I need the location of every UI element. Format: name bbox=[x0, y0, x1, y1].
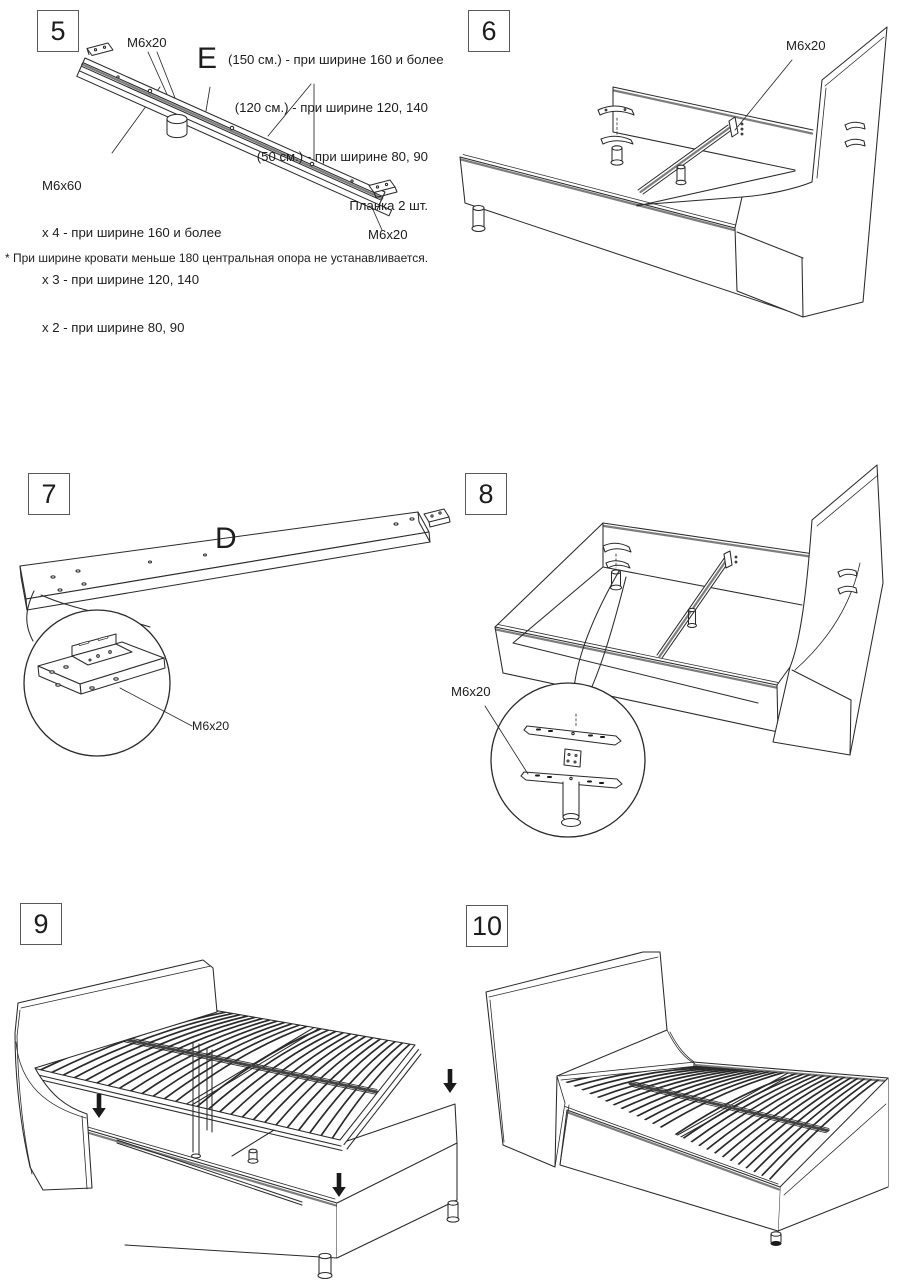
step-number: 7 bbox=[41, 478, 57, 509]
detail-circle bbox=[24, 610, 170, 756]
center-leg-cylinder bbox=[167, 114, 187, 137]
front-leg bbox=[472, 206, 485, 232]
plank-length-line: (50 см.) - при ширине 80, 90 bbox=[256, 149, 428, 165]
bolt-spec-line: х 2 - при ширине 80, 90 bbox=[42, 319, 185, 335]
step-number: 8 bbox=[478, 478, 494, 509]
step-number: 5 bbox=[50, 15, 66, 46]
plank-length-line: (150 см.) - при ширине 160 и более bbox=[228, 51, 444, 67]
step-number: 9 bbox=[33, 908, 49, 939]
step-number: 6 bbox=[481, 15, 497, 46]
plank-length-spec bbox=[228, 19, 444, 247]
screw-label-m6x20-top: M6x20 bbox=[127, 35, 167, 50]
step-number: 10 bbox=[471, 910, 503, 941]
bed-frame-drawing-step8 bbox=[440, 460, 900, 870]
screw-label-m6x20: M6x20 bbox=[451, 684, 491, 699]
step-6-section bbox=[450, 10, 900, 322]
bed-frame-drawing-step6 bbox=[450, 10, 900, 322]
screw-label-m6x20-bottom: M6x20 bbox=[368, 227, 408, 242]
back-rail bbox=[613, 87, 813, 170]
corner-bracket-left bbox=[87, 43, 113, 56]
step-10-section bbox=[440, 890, 900, 1280]
plank-length-line: (120 см.) - при ширине 120, 140 bbox=[234, 100, 428, 116]
plank-length-line: Планка 2 шт. bbox=[349, 198, 428, 214]
headboard bbox=[735, 27, 887, 317]
step-8-section bbox=[440, 460, 900, 870]
bolt-spec-line: х 4 - при ширине 160 и более bbox=[42, 224, 222, 240]
bolt-spec-title: M6x60 bbox=[42, 177, 82, 193]
part-label-d: D bbox=[215, 522, 237, 555]
slat-base-install-drawing bbox=[0, 890, 470, 1280]
screw-label-m6x20: M6x20 bbox=[192, 719, 230, 733]
footnote: * При ширине кровати меньше 180 центральная опора не устанавливается. bbox=[5, 251, 429, 265]
step-7-section bbox=[0, 460, 450, 870]
headboard bbox=[773, 465, 883, 755]
step-5-section bbox=[0, 0, 450, 335]
assembled-bed-drawing bbox=[475, 890, 900, 1280]
screw-label-m6x20: M6x20 bbox=[786, 38, 826, 53]
part-label-e: E bbox=[197, 42, 218, 75]
bolt-spec-line: х 3 - при ширине 120, 140 bbox=[42, 272, 200, 288]
detail-circle bbox=[491, 683, 645, 837]
step-9-section bbox=[0, 890, 470, 1280]
